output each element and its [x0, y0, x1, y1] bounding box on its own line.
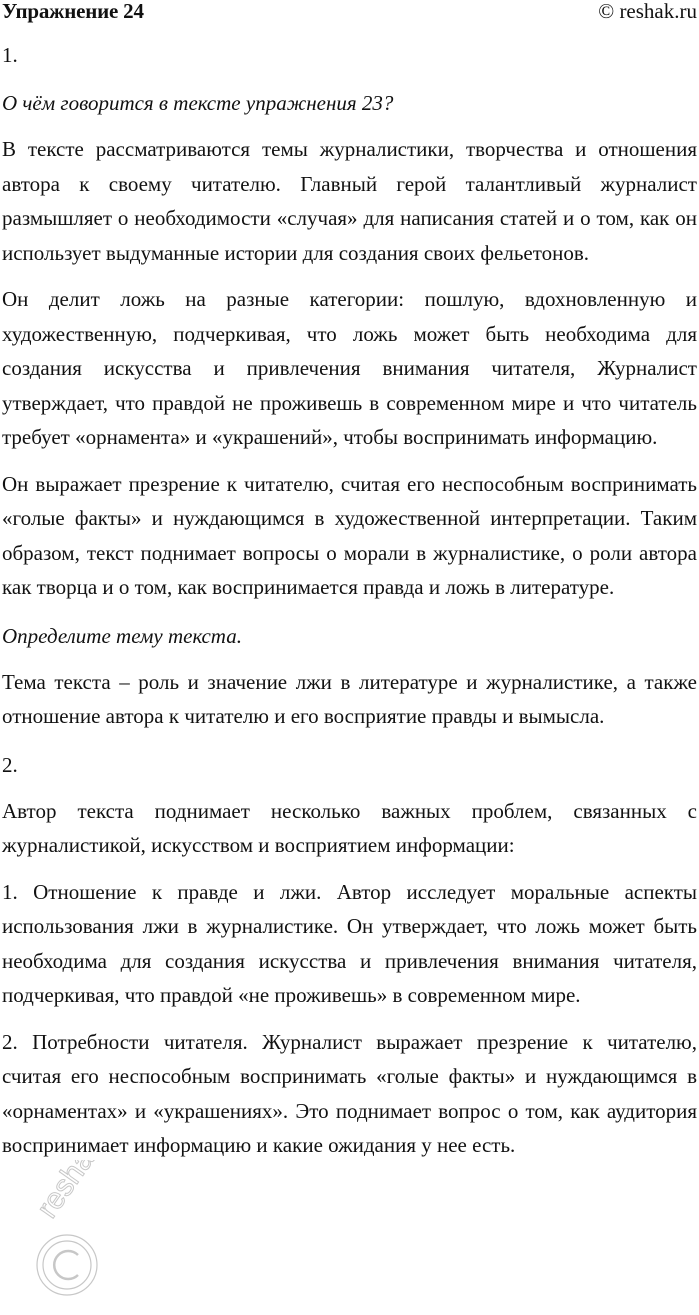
answer-paragraph: Он выражает презрение к читателю, считая его неспособным воспринимать «голые факты» и нуждающимся в художественной интерпретации. Таким образом, текст поднимает вопросы о морали в журналистике, о роли автора как творца и о том, как воспринимается правда и ложь в литературе. — [2, 471, 697, 599]
section-number-1: 1. — [2, 43, 18, 67]
problem-item: 2. Потребности читателя. Журналист выражает презрение к читателю, считая его неспособным воспринимать «голые факты» и нуждающимся в «орнаментах» и «украшениях». Это поднимает вопрос о том, как аудитория воспринимает информацию и какие ожидания у нее есть. — [2, 1029, 697, 1157]
svg-text:reshak.ru: reshak.ru — [30, 1160, 130, 1225]
document-page — [2, 0, 697, 1163]
problem-item: 1. Отношение к правде и лжи. Автор исследует моральные аспекты использования лжи в журналистике. Он утверждает, что ложь может быть необходима для создания искусства и привлечения внимания читателя, подчеркивая, что правдой «не проживешь» в современном мире. — [2, 879, 697, 1007]
exercise-title: Упражнение 24 — [2, 0, 144, 23]
answer-paragraph: Он делит ложь на разные категории: пошлую, вдохновленную и художественную, подчеркивая, что ложь может быть необходима для создания искусства и привлечения внимания читателя, Журналист утверждает, что правдой не проживешь в современном мире и что читатель требует «орнамента» и «украшений», чтобы воспринимать информацию. — [2, 287, 697, 449]
reshak-watermark — [22, 1160, 182, 1310]
page-header — [2, 0, 697, 24]
section-number-2: 2. — [2, 752, 18, 777]
question-1: О чём говорится в тексте упражнения 23? — [2, 91, 394, 115]
site-copyright: © reshak.ru — [598, 0, 697, 23]
copyright-icon — [22, 1160, 182, 1310]
theme-answer: Тема текста – роль и значение лжи в литературе и журналистике, а также отношение автора к читателю и его восприятие правды и вымысла. — [2, 669, 697, 728]
answer-paragraph: В тексте рассматриваются темы журналистики, творчества и отношения автора к своему читателю. Главный герой талантливый журналист размышляет о необходимости «случая» для написания статей и о том, как он использует выдуманные истории для создания своих фельетонов. — [2, 137, 697, 265]
problems-intro: Автор текста поднимает несколько важных проблем, связанных с журналистикой, искусством и восприятием информации: — [2, 798, 697, 857]
question-2: Определите тему текста. — [2, 623, 242, 648]
